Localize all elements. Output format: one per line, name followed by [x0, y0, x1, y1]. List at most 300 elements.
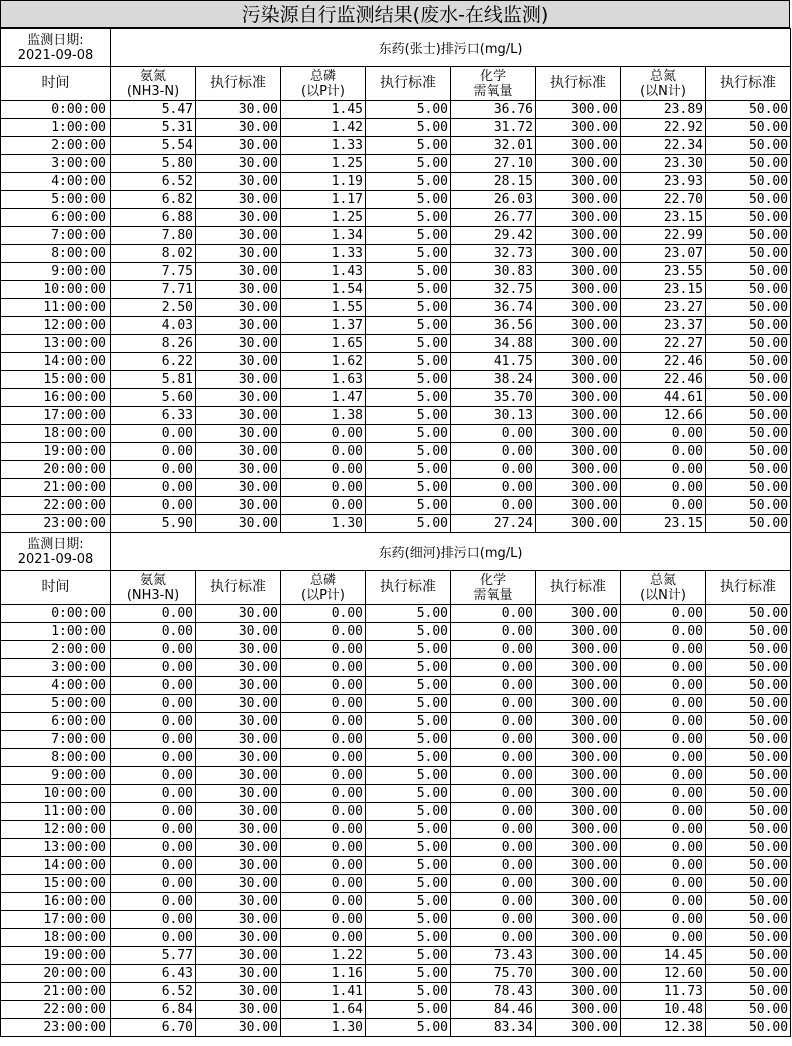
- value-cell: 50.00: [706, 317, 791, 335]
- value-cell: 50.00: [706, 101, 791, 119]
- value-cell: 0.00: [621, 875, 706, 893]
- value-cell: 30.00: [196, 317, 281, 335]
- value-cell: 1.33: [281, 137, 366, 155]
- value-cell: 0.00: [451, 713, 536, 731]
- time-cell: 10:00:00: [1, 281, 111, 299]
- value-cell: 0.00: [621, 749, 706, 767]
- col-header-line: (以N计): [640, 587, 686, 603]
- value-cell: 50.00: [706, 173, 791, 191]
- value-cell: 27.24: [451, 515, 536, 533]
- col-header-cod: [451, 67, 536, 101]
- value-cell: 0.00: [111, 443, 196, 461]
- value-cell: 1.38: [281, 407, 366, 425]
- value-cell: 0.00: [451, 641, 536, 659]
- value-cell: 0.00: [451, 479, 536, 497]
- value-cell: 5.00: [366, 191, 451, 209]
- value-cell: 30.00: [196, 335, 281, 353]
- value-cell: 30.00: [196, 443, 281, 461]
- table-row: [1, 137, 791, 155]
- time-cell: 10:00:00: [1, 785, 111, 803]
- table-row: [1, 371, 791, 389]
- value-cell: 50.00: [706, 425, 791, 443]
- time-cell: 3:00:00: [1, 659, 111, 677]
- value-cell: 0.00: [111, 893, 196, 911]
- value-cell: 0.00: [451, 497, 536, 515]
- value-cell: 5.00: [366, 893, 451, 911]
- table-row: [1, 173, 791, 191]
- outlet-name: 东药(张士)排污口(mg/L): [111, 29, 791, 67]
- time-cell: 8:00:00: [1, 749, 111, 767]
- value-cell: 26.03: [451, 191, 536, 209]
- value-cell: 23.15: [621, 281, 706, 299]
- value-cell: 0.00: [621, 929, 706, 947]
- value-cell: 35.70: [451, 389, 536, 407]
- time-cell: 19:00:00: [1, 443, 111, 461]
- value-cell: 23.93: [621, 173, 706, 191]
- value-cell: 300.00: [536, 803, 621, 821]
- value-cell: 300.00: [536, 119, 621, 137]
- value-cell: 300.00: [536, 245, 621, 263]
- table-row: [1, 101, 791, 119]
- value-cell: 0.00: [281, 893, 366, 911]
- value-cell: 5.00: [366, 965, 451, 983]
- value-cell: 300.00: [536, 911, 621, 929]
- value-cell: 0.00: [281, 785, 366, 803]
- col-header-standard: [706, 67, 791, 101]
- time-cell: 15:00:00: [1, 875, 111, 893]
- value-cell: 0.00: [621, 821, 706, 839]
- value-cell: 30.00: [196, 281, 281, 299]
- value-cell: 0.00: [281, 695, 366, 713]
- value-cell: 30.00: [196, 893, 281, 911]
- value-cell: 0.00: [621, 677, 706, 695]
- value-cell: 0.00: [621, 785, 706, 803]
- value-cell: 300.00: [536, 137, 621, 155]
- monitoring-date: 2021-09-08: [17, 551, 94, 567]
- value-cell: 0.00: [451, 605, 536, 623]
- value-cell: 84.46: [451, 1001, 536, 1019]
- value-cell: 30.00: [196, 209, 281, 227]
- table-row: [1, 785, 791, 803]
- column-header-row: [1, 571, 791, 605]
- table-row: [1, 299, 791, 317]
- col-header-line: 总氮: [649, 572, 676, 588]
- time-cell: 11:00:00: [1, 803, 111, 821]
- value-cell: 32.01: [451, 137, 536, 155]
- value-cell: 0.00: [281, 461, 366, 479]
- value-cell: 31.72: [451, 119, 536, 137]
- value-cell: 0.00: [451, 731, 536, 749]
- value-cell: 22.46: [621, 353, 706, 371]
- value-cell: 300.00: [536, 191, 621, 209]
- value-cell: 300.00: [536, 947, 621, 965]
- value-cell: 300.00: [536, 515, 621, 533]
- value-cell: 8.26: [111, 335, 196, 353]
- value-cell: 5.00: [366, 227, 451, 245]
- column-header-row: [1, 67, 791, 101]
- value-cell: 0.00: [451, 857, 536, 875]
- time-cell: 3:00:00: [1, 155, 111, 173]
- time-cell: 21:00:00: [1, 479, 111, 497]
- value-cell: 30.00: [196, 299, 281, 317]
- value-cell: 5.00: [366, 209, 451, 227]
- value-cell: 30.00: [196, 425, 281, 443]
- value-cell: 50.00: [706, 335, 791, 353]
- col-header-line: (以P计): [301, 83, 345, 99]
- time-cell: 17:00:00: [1, 407, 111, 425]
- value-cell: 50.00: [706, 839, 791, 857]
- value-cell: 22.92: [621, 119, 706, 137]
- time-cell: 5:00:00: [1, 695, 111, 713]
- col-header-total-phosphorus: [281, 571, 366, 605]
- col-header-line: 执行标准: [210, 579, 266, 595]
- value-cell: 50.00: [706, 299, 791, 317]
- value-cell: 50.00: [706, 389, 791, 407]
- table-row: [1, 659, 791, 677]
- value-cell: 300.00: [536, 785, 621, 803]
- value-cell: 30.00: [196, 191, 281, 209]
- table-row: [1, 1019, 791, 1037]
- value-cell: 30.00: [196, 407, 281, 425]
- value-cell: 50.00: [706, 191, 791, 209]
- table-row: [1, 335, 791, 353]
- value-cell: 0.00: [451, 767, 536, 785]
- col-header-line: 执行标准: [380, 75, 436, 91]
- col-header-standard: [366, 571, 451, 605]
- value-cell: 5.00: [366, 407, 451, 425]
- value-cell: 5.00: [366, 659, 451, 677]
- value-cell: 83.34: [451, 1019, 536, 1037]
- value-cell: 50.00: [706, 713, 791, 731]
- value-cell: 1.25: [281, 155, 366, 173]
- table-row: [1, 965, 791, 983]
- value-cell: 30.00: [196, 857, 281, 875]
- value-cell: 0.00: [281, 929, 366, 947]
- time-cell: 16:00:00: [1, 893, 111, 911]
- value-cell: 0.00: [621, 731, 706, 749]
- col-header-ammonia-nitrogen: [111, 67, 196, 101]
- value-cell: 50.00: [706, 353, 791, 371]
- table-row: [1, 479, 791, 497]
- value-cell: 50.00: [706, 137, 791, 155]
- value-cell: 300.00: [536, 731, 621, 749]
- value-cell: 0.00: [281, 677, 366, 695]
- value-cell: 5.00: [366, 479, 451, 497]
- col-header-standard: [196, 67, 281, 101]
- value-cell: 50.00: [706, 605, 791, 623]
- value-cell: 32.73: [451, 245, 536, 263]
- value-cell: 6.88: [111, 209, 196, 227]
- value-cell: 30.00: [196, 731, 281, 749]
- table-row: [1, 821, 791, 839]
- value-cell: 300.00: [536, 713, 621, 731]
- value-cell: 0.00: [111, 695, 196, 713]
- table-row: [1, 443, 791, 461]
- value-cell: 300.00: [536, 929, 621, 947]
- value-cell: 6.84: [111, 1001, 196, 1019]
- value-cell: 0.00: [111, 749, 196, 767]
- table-row: [1, 875, 791, 893]
- value-cell: 30.00: [196, 695, 281, 713]
- value-cell: 30.00: [196, 1001, 281, 1019]
- table-row: [1, 695, 791, 713]
- col-header-line: 执行标准: [720, 579, 777, 595]
- time-cell: 6:00:00: [1, 713, 111, 731]
- value-cell: 50.00: [706, 677, 791, 695]
- value-cell: 30.00: [196, 983, 281, 1001]
- value-cell: 50.00: [706, 1001, 791, 1019]
- value-cell: 0.00: [451, 623, 536, 641]
- value-cell: 7.75: [111, 263, 196, 281]
- value-cell: 50.00: [706, 731, 791, 749]
- value-cell: 5.00: [366, 605, 451, 623]
- value-cell: 0.00: [621, 857, 706, 875]
- value-cell: 300.00: [536, 335, 621, 353]
- value-cell: 5.00: [366, 515, 451, 533]
- table-row: [1, 893, 791, 911]
- value-cell: 5.00: [366, 623, 451, 641]
- value-cell: 50.00: [706, 281, 791, 299]
- time-cell: 15:00:00: [1, 371, 111, 389]
- value-cell: 22.46: [621, 371, 706, 389]
- value-cell: 23.07: [621, 245, 706, 263]
- value-cell: 50.00: [706, 155, 791, 173]
- value-cell: 1.16: [281, 965, 366, 983]
- table-row: [1, 227, 791, 245]
- table-row: [1, 425, 791, 443]
- value-cell: 1.37: [281, 317, 366, 335]
- value-cell: 30.00: [196, 245, 281, 263]
- value-cell: 50.00: [706, 767, 791, 785]
- value-cell: 300.00: [536, 479, 621, 497]
- value-cell: 0.00: [111, 875, 196, 893]
- value-cell: 0.00: [281, 479, 366, 497]
- table-row: [1, 749, 791, 767]
- value-cell: 300.00: [536, 641, 621, 659]
- value-cell: 0.00: [281, 605, 366, 623]
- value-cell: 1.25: [281, 209, 366, 227]
- value-cell: 36.76: [451, 101, 536, 119]
- time-cell: 7:00:00: [1, 731, 111, 749]
- time-cell: 18:00:00: [1, 425, 111, 443]
- outlet-name: 东药(细河)排污口(mg/L): [111, 533, 791, 571]
- value-cell: 0.00: [621, 623, 706, 641]
- table-row: [1, 641, 791, 659]
- time-cell: 22:00:00: [1, 1001, 111, 1019]
- table-row: [1, 407, 791, 425]
- value-cell: 0.00: [111, 803, 196, 821]
- value-cell: 0.00: [281, 803, 366, 821]
- value-cell: 0.00: [451, 803, 536, 821]
- time-cell: 4:00:00: [1, 173, 111, 191]
- value-cell: 0.00: [281, 713, 366, 731]
- time-cell: 22:00:00: [1, 497, 111, 515]
- value-cell: 12.38: [621, 1019, 706, 1037]
- value-cell: 50.00: [706, 479, 791, 497]
- value-cell: 300.00: [536, 893, 621, 911]
- time-cell: 13:00:00: [1, 335, 111, 353]
- value-cell: 50.00: [706, 695, 791, 713]
- value-cell: 5.80: [111, 155, 196, 173]
- value-cell: 0.00: [451, 677, 536, 695]
- table-row: [1, 911, 791, 929]
- table-row: [1, 983, 791, 1001]
- value-cell: 4.03: [111, 317, 196, 335]
- value-cell: 5.00: [366, 1019, 451, 1037]
- report-title: 污染源自行监测结果(废水-在线监测): [0, 0, 790, 28]
- table-body: [1, 29, 791, 1037]
- value-cell: 75.70: [451, 965, 536, 983]
- value-cell: 300.00: [536, 173, 621, 191]
- col-header-total-phosphorus: [281, 67, 366, 101]
- value-cell: 50.00: [706, 983, 791, 1001]
- value-cell: 22.99: [621, 227, 706, 245]
- value-cell: 0.00: [281, 659, 366, 677]
- value-cell: 0.00: [281, 875, 366, 893]
- time-cell: 18:00:00: [1, 929, 111, 947]
- value-cell: 0.00: [281, 857, 366, 875]
- value-cell: 30.00: [196, 155, 281, 173]
- value-cell: 1.42: [281, 119, 366, 137]
- col-header-line: 总磷: [309, 68, 336, 84]
- value-cell: 50.00: [706, 965, 791, 983]
- value-cell: 7.80: [111, 227, 196, 245]
- value-cell: 0.00: [281, 731, 366, 749]
- value-cell: 50.00: [706, 1019, 791, 1037]
- value-cell: 12.60: [621, 965, 706, 983]
- value-cell: 1.22: [281, 947, 366, 965]
- value-cell: 5.00: [366, 785, 451, 803]
- value-cell: 50.00: [706, 497, 791, 515]
- value-cell: 300.00: [536, 605, 621, 623]
- value-cell: 50.00: [706, 803, 791, 821]
- col-header-standard: [196, 571, 281, 605]
- table-row: [1, 353, 791, 371]
- value-cell: 300.00: [536, 461, 621, 479]
- value-cell: 32.75: [451, 281, 536, 299]
- col-header-line: 总氮: [649, 68, 676, 84]
- value-cell: 5.90: [111, 515, 196, 533]
- value-cell: 1.43: [281, 263, 366, 281]
- value-cell: 30.00: [196, 767, 281, 785]
- value-cell: 5.00: [366, 803, 451, 821]
- col-header-line: 执行标准: [380, 579, 436, 595]
- value-cell: 5.00: [366, 911, 451, 929]
- value-cell: 1.17: [281, 191, 366, 209]
- time-cell: 12:00:00: [1, 317, 111, 335]
- value-cell: 1.33: [281, 245, 366, 263]
- table-row: [1, 677, 791, 695]
- value-cell: 50.00: [706, 515, 791, 533]
- value-cell: 30.00: [196, 479, 281, 497]
- value-cell: 0.00: [111, 785, 196, 803]
- value-cell: 300.00: [536, 857, 621, 875]
- col-header-line: 总磷: [309, 572, 336, 588]
- value-cell: 0.00: [451, 749, 536, 767]
- table-row: [1, 263, 791, 281]
- value-cell: 0.00: [451, 461, 536, 479]
- value-cell: 50.00: [706, 371, 791, 389]
- time-cell: 14:00:00: [1, 857, 111, 875]
- value-cell: 30.00: [196, 461, 281, 479]
- value-cell: 5.00: [366, 335, 451, 353]
- value-cell: 300.00: [536, 821, 621, 839]
- value-cell: 0.00: [451, 821, 536, 839]
- table-row: [1, 209, 791, 227]
- value-cell: 5.00: [366, 929, 451, 947]
- value-cell: 26.77: [451, 209, 536, 227]
- value-cell: 5.00: [366, 389, 451, 407]
- value-cell: 50.00: [706, 749, 791, 767]
- value-cell: 30.00: [196, 713, 281, 731]
- value-cell: 0.00: [281, 911, 366, 929]
- value-cell: 5.00: [366, 695, 451, 713]
- value-cell: 50.00: [706, 947, 791, 965]
- value-cell: 300.00: [536, 299, 621, 317]
- table-row: [1, 929, 791, 947]
- value-cell: 0.00: [111, 713, 196, 731]
- table-row: [1, 191, 791, 209]
- value-cell: 300.00: [536, 749, 621, 767]
- time-cell: 0:00:00: [1, 605, 111, 623]
- value-cell: 36.56: [451, 317, 536, 335]
- value-cell: 30.00: [196, 389, 281, 407]
- value-cell: 0.00: [281, 641, 366, 659]
- table-row: [1, 281, 791, 299]
- value-cell: 5.00: [366, 767, 451, 785]
- value-cell: 0.00: [281, 821, 366, 839]
- time-cell: 17:00:00: [1, 911, 111, 929]
- value-cell: 5.00: [366, 983, 451, 1001]
- value-cell: 29.42: [451, 227, 536, 245]
- monitoring-date-label: 监测日期:: [27, 536, 84, 552]
- value-cell: 1.64: [281, 1001, 366, 1019]
- value-cell: 1.54: [281, 281, 366, 299]
- value-cell: 50.00: [706, 785, 791, 803]
- value-cell: 30.00: [196, 263, 281, 281]
- value-cell: 5.00: [366, 317, 451, 335]
- value-cell: 78.43: [451, 983, 536, 1001]
- monitoring-date-cell: [1, 533, 111, 571]
- table-row: [1, 839, 791, 857]
- value-cell: 44.61: [621, 389, 706, 407]
- col-header-ammonia-nitrogen: [111, 571, 196, 605]
- col-header-line: 执行标准: [550, 579, 606, 595]
- value-cell: 0.00: [621, 695, 706, 713]
- value-cell: 300.00: [536, 983, 621, 1001]
- value-cell: 0.00: [621, 713, 706, 731]
- col-header-line: 化学: [479, 68, 506, 84]
- time-cell: 7:00:00: [1, 227, 111, 245]
- value-cell: 0.00: [111, 659, 196, 677]
- value-cell: 8.02: [111, 245, 196, 263]
- value-cell: 0.00: [111, 497, 196, 515]
- value-cell: 50.00: [706, 641, 791, 659]
- value-cell: 5.00: [366, 443, 451, 461]
- value-cell: 14.45: [621, 947, 706, 965]
- col-header-line: 时间: [41, 579, 70, 595]
- value-cell: 1.30: [281, 515, 366, 533]
- table-row: [1, 803, 791, 821]
- value-cell: 30.00: [196, 821, 281, 839]
- value-cell: 73.43: [451, 947, 536, 965]
- value-cell: 0.00: [621, 479, 706, 497]
- time-cell: 23:00:00: [1, 1019, 111, 1037]
- value-cell: 30.00: [196, 839, 281, 857]
- value-cell: 5.00: [366, 137, 451, 155]
- value-cell: 300.00: [536, 1019, 621, 1037]
- value-cell: 50.00: [706, 875, 791, 893]
